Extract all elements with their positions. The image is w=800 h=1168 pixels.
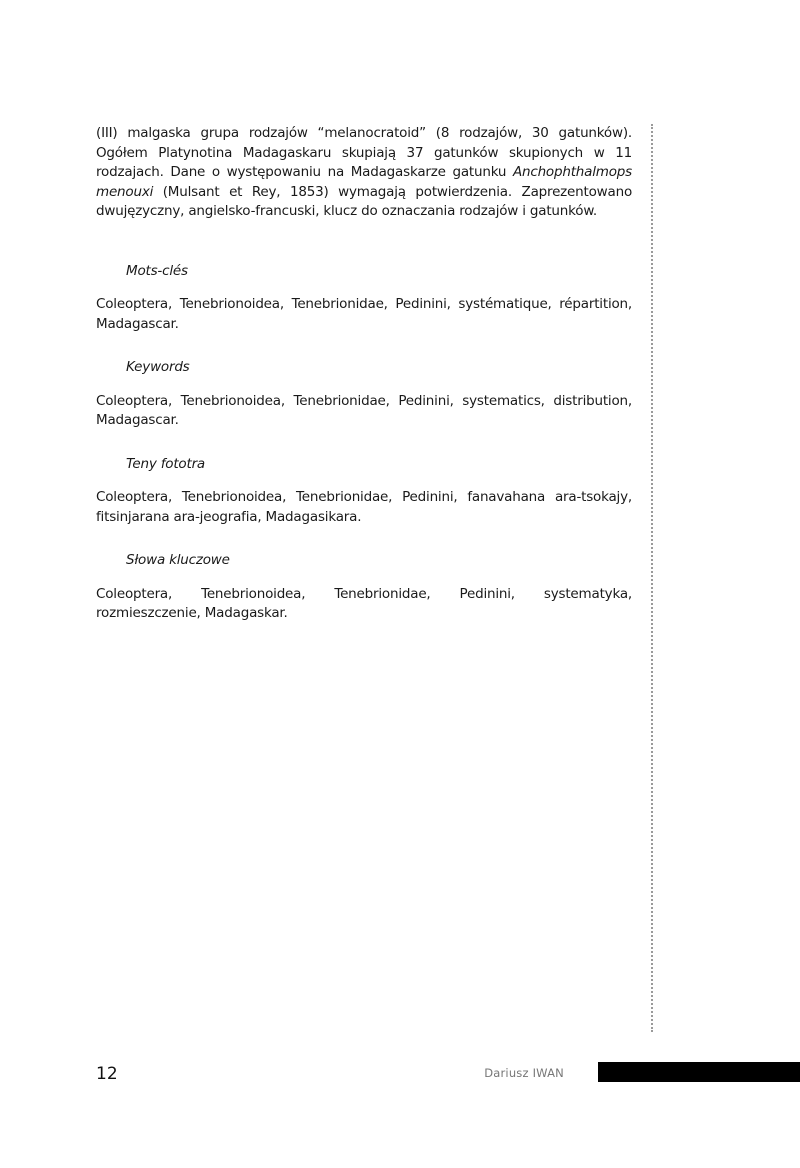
keywords-polish-text: Coleoptera, Tenebrionoidea, Tenebrionidae, Pedinini, systematyka, rozmieszczenie, Madagaskar. [96, 585, 632, 621]
keywords-polish-heading: Słowa kluczowe [126, 552, 230, 568]
species-name: Anchophthalmops menouxi [96, 164, 632, 200]
abstract-text-end: (Mulsant et Rey, 1853) wymagają potwierdzenia. Zaprezentowano dwujęzyczny, angielsko-francuski, klucz do oznaczania rodzajów i gatunków. [96, 183, 632, 219]
keywords-french-heading: Mots-clés [126, 262, 188, 279]
running-author: Dariusz IWAN [484, 1066, 564, 1080]
keywords-malagasy-heading: Teny fototra [126, 455, 206, 472]
keywords-malagasy [96, 455, 632, 528]
keywords-french-text: Coleoptera, Tenebrionoidea, Tenebrionidae, Pedinini, systématique, répartition, Madagascar. [96, 296, 632, 332]
abstract-paragraph [96, 124, 632, 222]
abstract-text-start: (III) malgaska grupa rodzajów “melanocratoid” (8 rodzajów, 30 gatunków). Ogółem Platynotina Madagaskaru skupiają 37 gatunków skupionych w 11 rodzajach. Dane o występowaniu na Madagaskarze gatunku [96, 125, 632, 180]
keywords-english-heading: Keywords [126, 359, 190, 375]
keywords-english-text: Coleoptera, Tenebrionoidea, Tenebrionidae, Pedinini, systematics, distribution, Madagascar. [96, 392, 632, 428]
keywords-french [96, 262, 632, 335]
margin-dotted-rule [651, 124, 653, 1032]
keywords-english [96, 358, 632, 431]
page-number: 12 [96, 1064, 118, 1084]
keywords-malagasy-text: Coleoptera, Tenebrionoidea, Tenebrionidae, Pedinini, fanavahana ara-tsokajy, fitsinjarana ara-jeografia, Madagasikara. [96, 489, 632, 525]
keywords-polish [96, 551, 632, 624]
footer-black-bar [598, 1062, 800, 1082]
main-text [96, 124, 632, 624]
